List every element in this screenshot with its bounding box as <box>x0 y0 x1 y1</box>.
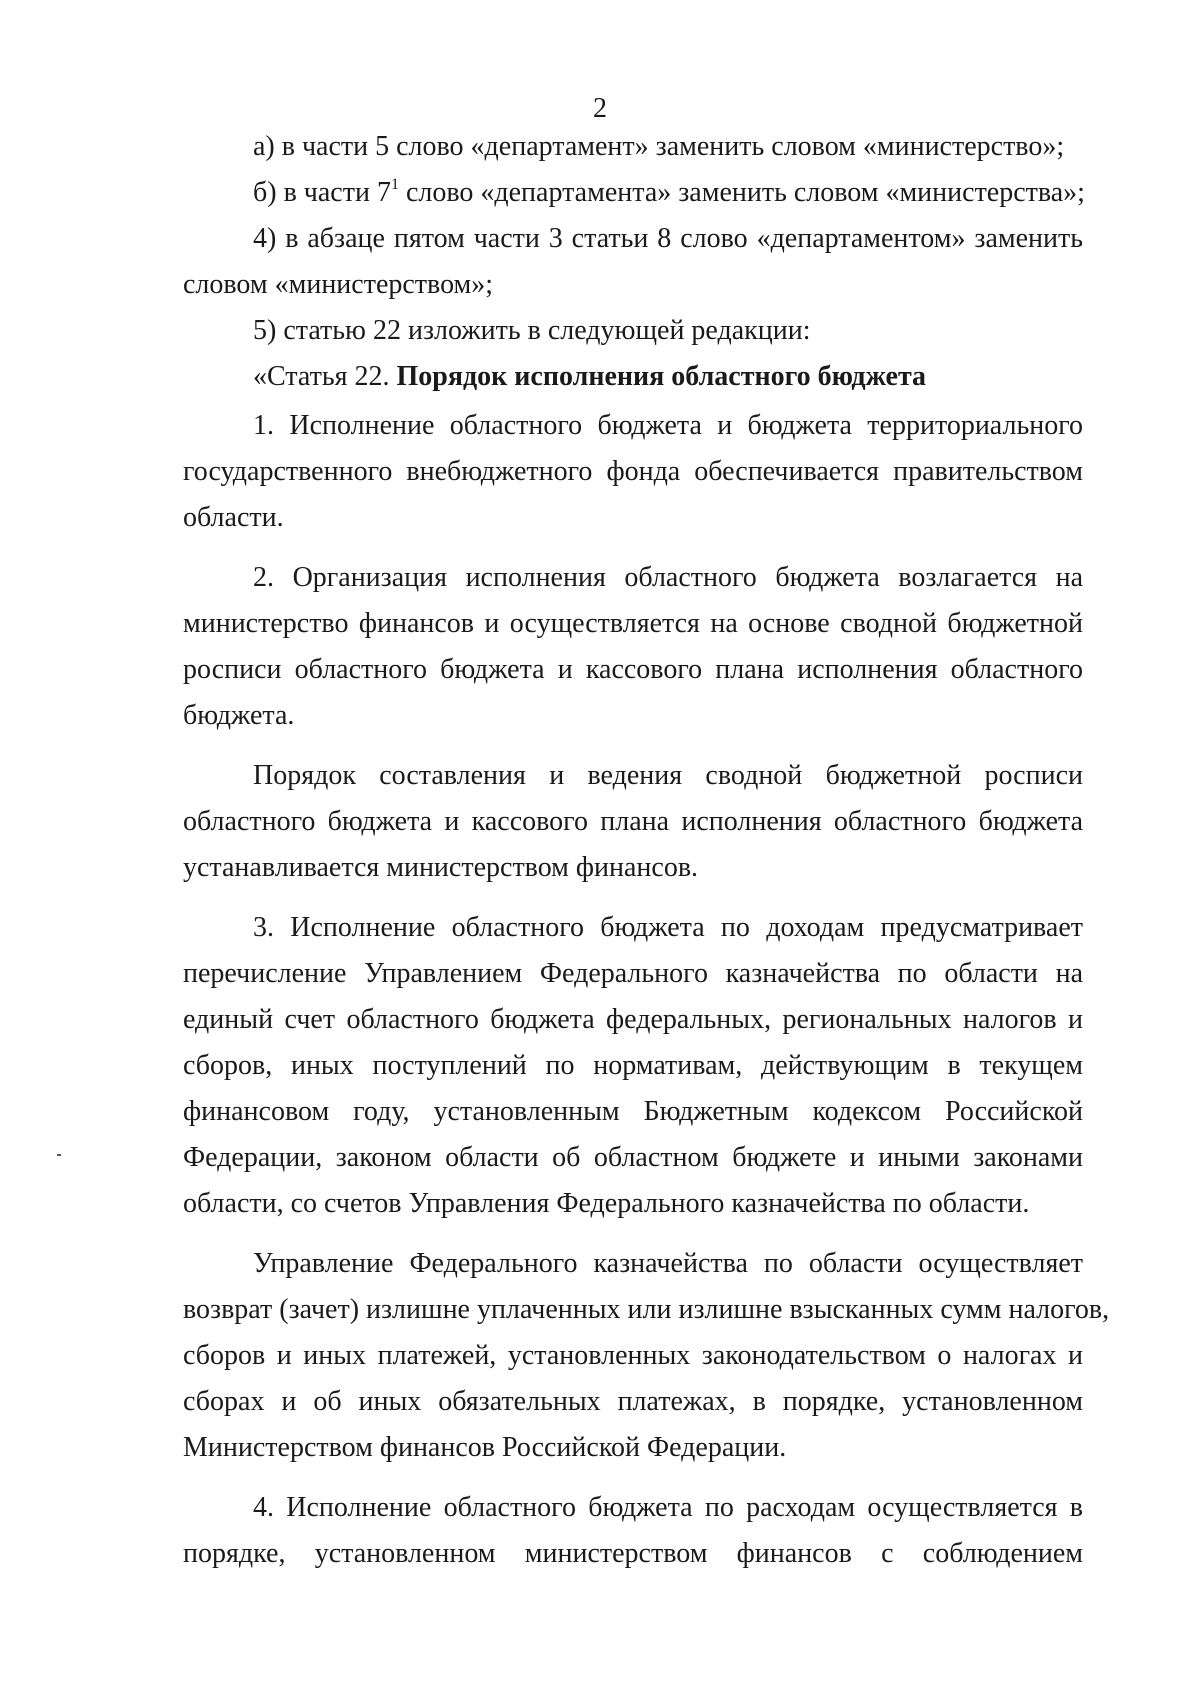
text-line: Федерации, законом области об областном бюджете и иными законами <box>183 1142 1083 1173</box>
text-line: 4) в абзаце пятом части 3 статьи 8 слово «департаментом» заменить <box>253 223 1083 254</box>
text-line: 4. Исполнение областного бюджета по расходам осуществляется в <box>253 1492 1083 1523</box>
amendment-item-a <box>183 124 1083 170</box>
text-line: 5) статью 22 изложить в следующей редакции: <box>253 315 811 346</box>
superscript-index: 1 <box>390 175 399 193</box>
text-line: области. <box>183 502 284 533</box>
text-line: возврат (зачет) излишне уплаченных или излишне взысканных сумм налогов, <box>183 1294 1110 1325</box>
amendment-item-4 <box>183 216 1083 308</box>
article-title: Порядок исполнения областного бюджета <box>396 361 927 392</box>
text-line: 2. Организация исполнения областного бюджета возлагается на <box>253 562 1083 593</box>
text-line: Министерством финансов Российской Федерации. <box>183 1432 787 1463</box>
amendment-item-5 <box>183 308 1083 354</box>
text-line: а) в части 5 слово «департамент» заменить словом «министерство»; <box>253 131 1065 162</box>
article-part-4 <box>183 1485 1083 1577</box>
text-line: порядке, установленном министерством финансов с соблюдением <box>183 1538 1083 1569</box>
text-line: областного бюджета и кассового плана исполнения областного бюджета <box>183 806 1083 837</box>
text-line: Порядок составления и ведения сводной бюджетной росписи <box>253 760 1083 791</box>
text-line: словом «министерством»; <box>183 269 494 300</box>
text-line: единый счет областного бюджета федеральных, региональных налогов и <box>183 1004 1083 1035</box>
text-line: росписи областного бюджета и кассового плана исполнения областного <box>183 654 1083 685</box>
text-line: сборах и об иных обязательных платежах, в порядке, установленном <box>183 1386 1083 1417</box>
text-line: сборов и иных платежей, установленных законодательством о налогах и <box>183 1340 1083 1371</box>
text-line: устанавливается министерством финансов. <box>183 852 699 883</box>
text-line <box>183 170 1083 216</box>
article-number: «Статья 22. <box>253 361 397 392</box>
article-part-1 <box>183 403 1083 541</box>
scan-speck <box>57 1154 61 1156</box>
article-part-3-paragraph-2 <box>183 1241 1110 1471</box>
amendment-item-b <box>183 170 1083 216</box>
text-line: 1. Исполнение областного бюджета и бюджета территориального <box>253 410 1083 441</box>
text-line: Управление Федерального казначейства по области осуществляет <box>253 1248 1083 1279</box>
text-line: перечисление Управлением Федерального казначейства по области на <box>183 958 1083 989</box>
text-line: области, со счетов Управления Федерального казначейства по области. <box>183 1188 1030 1219</box>
text-line: финансовом году, установленным Бюджетным кодексом Российской <box>183 1096 1083 1127</box>
text-line: государственного внебюджетного фонда обеспечивается правительством <box>183 456 1083 487</box>
document-body <box>183 124 1110 1577</box>
article-part-2-paragraph-2 <box>183 753 1083 891</box>
text-line: бюджета. <box>183 700 295 731</box>
text-line: 3. Исполнение областного бюджета по доходам предусматривает <box>253 912 1083 943</box>
text-segment: б) в части 7 <box>253 177 391 208</box>
text-segment: слово «департамента» заменить словом «министерства»; <box>398 177 1085 208</box>
article-part-3 <box>183 905 1083 1227</box>
article-part-2 <box>183 555 1083 739</box>
text-line: министерство финансов и осуществляется на основе сводной бюджетной <box>183 608 1083 639</box>
text-line <box>183 354 1083 400</box>
text-line: сборов, иных поступлений по нормативам, действующим в текущем <box>183 1050 1083 1081</box>
article-heading <box>183 354 1083 400</box>
page-number: 2 <box>593 93 607 124</box>
